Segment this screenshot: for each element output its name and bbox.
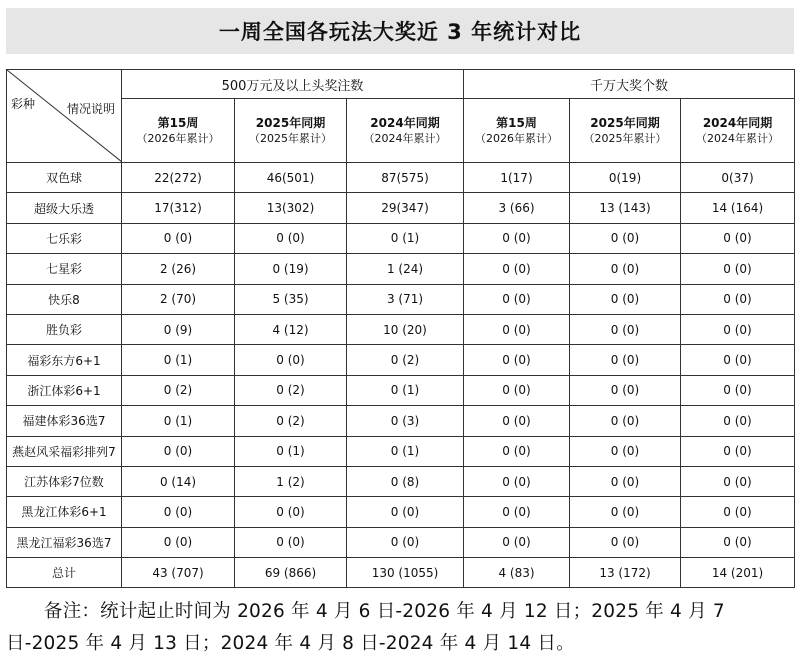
value-cell: 0 (0) xyxy=(122,527,235,557)
sub-header-period: 2024年同期 xyxy=(702,115,773,130)
corner-label-bottom: 彩种 xyxy=(11,97,36,111)
sub-header-period: 2025年同期 xyxy=(590,115,660,130)
value-cell: 0 (14) xyxy=(122,466,235,496)
value-cell: 17(312) xyxy=(122,193,235,223)
value-cell: 0 (0) xyxy=(681,223,795,253)
value-cell: 0 (2) xyxy=(347,345,464,375)
sub-header-cell xyxy=(122,99,235,163)
value-cell: 0 (0) xyxy=(681,284,795,314)
table-row xyxy=(7,223,795,253)
value-cell: 0 (0) xyxy=(681,406,795,436)
value-cell: 13 (143) xyxy=(570,193,681,223)
value-cell: 0 (19) xyxy=(235,254,347,284)
sub-header-cell xyxy=(235,99,347,163)
value-cell: 0 (1) xyxy=(122,345,235,375)
value-cell: 0 (0) xyxy=(235,345,347,375)
value-cell: 69 (866) xyxy=(235,558,347,588)
value-cell: 0 (0) xyxy=(464,497,570,527)
lottery-name-cell: 黑龙江体彩6+1 xyxy=(7,497,122,527)
value-cell: 0 (1) xyxy=(347,436,464,466)
footnote: 备注：统计起止时间为 2026 年 4 月 6 日-2026 年 4 月 12 日；2025 年 4 月 7 日-2025 年 4 月 13 日；2024 年 4 月 8 日-2024 年 4 月 14 日。 xyxy=(6,601,725,654)
value-cell: 1(17) xyxy=(464,163,570,193)
value-cell: 0 (1) xyxy=(122,406,235,436)
value-cell: 43 (707) xyxy=(122,558,235,588)
value-cell: 13 (172) xyxy=(570,558,681,588)
table-row xyxy=(7,497,795,527)
page-title: 一周全国各玩法大奖近 3 年统计对比 xyxy=(218,20,582,44)
value-cell: 4 (12) xyxy=(235,314,347,344)
value-cell: 0 (0) xyxy=(347,527,464,557)
table-row xyxy=(7,466,795,496)
value-cell: 0 (0) xyxy=(464,375,570,405)
value-cell: 0 (0) xyxy=(235,527,347,557)
value-cell: 14 (201) xyxy=(681,558,795,588)
table-row xyxy=(7,345,795,375)
value-cell: 0(37) xyxy=(681,163,795,193)
table-row xyxy=(7,558,795,588)
value-cell: 14 (164) xyxy=(681,193,795,223)
corner-cell xyxy=(7,70,122,163)
value-cell: 0 (2) xyxy=(235,375,347,405)
value-cell: 0 (1) xyxy=(347,223,464,253)
table-row xyxy=(7,284,795,314)
sub-header-cumulative: （2025年累计） xyxy=(249,131,332,145)
sub-header-cumulative: （2026年累计） xyxy=(475,131,558,145)
value-cell: 0 (0) xyxy=(464,284,570,314)
value-cell: 0 (0) xyxy=(681,254,795,284)
sub-header-period: 2025年同期 xyxy=(255,115,326,130)
table-row xyxy=(7,375,795,405)
value-cell: 0 (0) xyxy=(570,345,681,375)
lottery-name-cell: 福彩东方6+1 xyxy=(7,345,122,375)
value-cell: 0 (0) xyxy=(570,527,681,557)
value-cell: 4 (83) xyxy=(464,558,570,588)
lottery-name-cell: 七星彩 xyxy=(7,254,122,284)
sub-header-cell xyxy=(681,99,795,163)
value-cell: 0 (9) xyxy=(122,314,235,344)
lottery-name-cell: 总计 xyxy=(7,558,122,588)
group-header-jackpot: 500万元及以上头奖注数 xyxy=(122,70,464,99)
lottery-name-cell: 双色球 xyxy=(7,163,122,193)
value-cell: 0 (8) xyxy=(347,466,464,496)
value-cell: 0 (0) xyxy=(570,314,681,344)
value-cell: 3 (71) xyxy=(347,284,464,314)
value-cell: 0 (0) xyxy=(464,527,570,557)
lottery-name-cell: 福建体彩36选7 xyxy=(7,406,122,436)
value-cell: 0 (0) xyxy=(464,223,570,253)
value-cell: 87(575) xyxy=(347,163,464,193)
value-cell: 0 (0) xyxy=(122,436,235,466)
value-cell: 2 (26) xyxy=(122,254,235,284)
table-row xyxy=(7,406,795,436)
value-cell: 0 (0) xyxy=(122,497,235,527)
title-bar xyxy=(6,8,794,54)
sub-header-period: 2024年同期 xyxy=(370,115,440,130)
value-cell: 2 (70) xyxy=(122,284,235,314)
value-cell: 0(19) xyxy=(570,163,681,193)
sub-header-period: 第15周 xyxy=(157,115,199,130)
lottery-name-cell: 燕赵风采福彩排列7 xyxy=(7,436,122,466)
value-cell: 0 (0) xyxy=(681,375,795,405)
value-cell: 0 (1) xyxy=(235,436,347,466)
table-row xyxy=(7,527,795,557)
value-cell: 0 (2) xyxy=(122,375,235,405)
value-cell: 46(501) xyxy=(235,163,347,193)
sub-header-cell xyxy=(570,99,681,163)
value-cell: 13(302) xyxy=(235,193,347,223)
value-cell: 0 (0) xyxy=(570,436,681,466)
group-header-ten-million: 千万大奖个数 xyxy=(464,70,795,99)
value-cell: 10 (20) xyxy=(347,314,464,344)
sub-header-period: 第15周 xyxy=(496,115,537,130)
value-cell: 0 (0) xyxy=(681,527,795,557)
value-cell: 0 (0) xyxy=(122,223,235,253)
lottery-name-cell: 超级大乐透 xyxy=(7,193,122,223)
lottery-name-cell: 七乐彩 xyxy=(7,223,122,253)
value-cell: 3 (66) xyxy=(464,193,570,223)
sub-header-row xyxy=(7,99,795,163)
value-cell: 0 (0) xyxy=(681,314,795,344)
value-cell: 0 (0) xyxy=(464,314,570,344)
lottery-stats-table xyxy=(6,69,795,588)
value-cell: 0 (0) xyxy=(464,345,570,375)
lottery-name-cell: 胜负彩 xyxy=(7,314,122,344)
table-row xyxy=(7,314,795,344)
value-cell: 130 (1055) xyxy=(347,558,464,588)
value-cell: 1 (2) xyxy=(235,466,347,496)
value-cell: 0 (0) xyxy=(235,497,347,527)
sub-header-cumulative: （2025年累计） xyxy=(583,131,667,145)
table-row xyxy=(7,193,795,223)
value-cell: 0 (0) xyxy=(681,497,795,527)
value-cell: 29(347) xyxy=(347,193,464,223)
sub-header-cumulative: （2024年累计） xyxy=(363,131,447,145)
value-cell: 0 (0) xyxy=(464,466,570,496)
value-cell: 0 (1) xyxy=(347,375,464,405)
group-header-row xyxy=(7,70,795,99)
lottery-name-cell: 黑龙江福彩36选7 xyxy=(7,527,122,557)
value-cell: 0 (0) xyxy=(464,436,570,466)
value-cell: 0 (0) xyxy=(347,497,464,527)
value-cell: 0 (0) xyxy=(570,375,681,405)
table-row xyxy=(7,254,795,284)
lottery-name-cell: 江苏体彩7位数 xyxy=(7,466,122,496)
table-row xyxy=(7,163,795,193)
corner-label-top: 情况说明 xyxy=(66,102,115,116)
value-cell: 0 (0) xyxy=(570,284,681,314)
value-cell: 0 (0) xyxy=(681,345,795,375)
value-cell: 5 (35) xyxy=(235,284,347,314)
value-cell: 22(272) xyxy=(122,163,235,193)
sub-header-cell xyxy=(347,99,464,163)
value-cell: 0 (0) xyxy=(235,223,347,253)
table-row xyxy=(7,436,795,466)
value-cell: 0 (0) xyxy=(570,223,681,253)
sub-header-cell xyxy=(464,99,570,163)
value-cell: 0 (0) xyxy=(570,254,681,284)
lottery-name-cell: 浙江体彩6+1 xyxy=(7,375,122,405)
value-cell: 1 (24) xyxy=(347,254,464,284)
value-cell: 0 (0) xyxy=(570,497,681,527)
table-body xyxy=(7,163,795,588)
value-cell: 0 (0) xyxy=(681,466,795,496)
value-cell: 0 (0) xyxy=(681,436,795,466)
value-cell: 0 (0) xyxy=(464,254,570,284)
sub-header-cumulative: （2024年累计） xyxy=(696,131,780,145)
value-cell: 0 (0) xyxy=(570,466,681,496)
value-cell: 0 (3) xyxy=(347,406,464,436)
sub-header-cumulative: （2026年累计） xyxy=(136,131,220,145)
value-cell: 0 (2) xyxy=(235,406,347,436)
value-cell: 0 (0) xyxy=(570,406,681,436)
lottery-name-cell: 快乐8 xyxy=(7,284,122,314)
value-cell: 0 (0) xyxy=(464,406,570,436)
